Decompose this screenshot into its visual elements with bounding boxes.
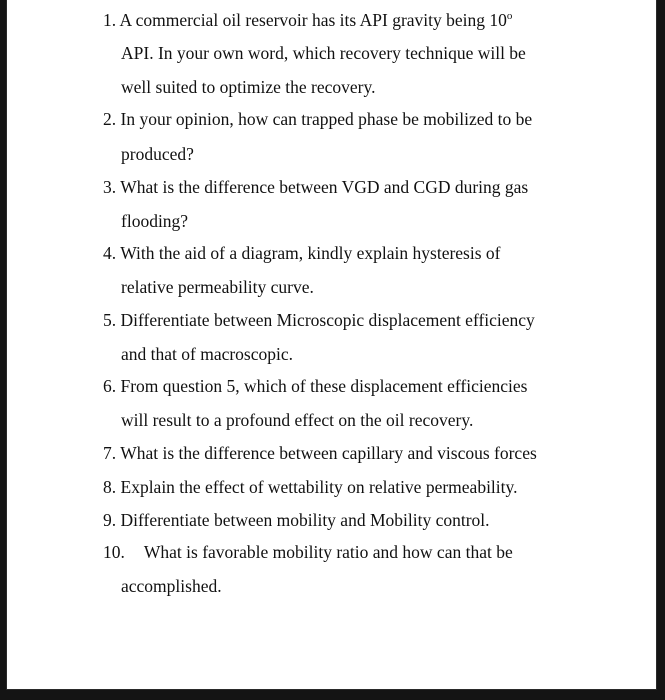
question-text: will result to a profound effect on the oil recovery. <box>121 410 474 430</box>
question-1-continuation <box>121 77 375 97</box>
question-2 <box>103 109 532 129</box>
question-4-continuation <box>121 277 314 297</box>
question-text: With the aid of a diagram, kindly explain hysteresis of <box>120 243 501 263</box>
degree-superscript: o <box>506 10 513 22</box>
question-7 <box>103 443 537 463</box>
question-number: 7. <box>103 443 117 463</box>
question-1 <box>103 10 512 30</box>
question-number: 3. <box>103 177 117 197</box>
question-text: A commercial oil reservoir has its API gravity being 10 <box>119 10 507 30</box>
question-text: Differentiate between Microscopic displacement efficiency <box>120 310 535 330</box>
question-3-continuation <box>121 211 188 231</box>
question-5-continuation <box>121 344 293 364</box>
question-10 <box>103 542 513 562</box>
question-number: 2. <box>103 109 117 129</box>
question-text: well suited to optimize the recovery. <box>121 77 376 97</box>
question-text: API. In your own word, which recovery technique will be <box>121 43 526 63</box>
question-number: 4. <box>103 243 117 263</box>
question-10-continuation <box>121 576 222 596</box>
question-number: 10. <box>103 542 125 562</box>
question-text: What is the difference between VGD and CGD during gas <box>120 177 529 197</box>
question-text: Explain the effect of wettability on relative permeability. <box>120 477 518 497</box>
question-1-continuation <box>121 43 526 63</box>
question-9 <box>103 510 490 530</box>
question-number: 1. <box>103 10 117 30</box>
question-5 <box>103 310 535 330</box>
question-number: 5. <box>103 310 117 330</box>
question-4 <box>103 243 501 263</box>
question-text: and that of macroscopic. <box>121 344 294 364</box>
question-number: 8. <box>103 477 117 497</box>
question-text: In your opinion, how can trapped phase be mobilized to be <box>120 109 533 129</box>
question-text: flooding? <box>121 211 189 231</box>
question-text: What is favorable mobility ratio and how can that be <box>143 542 513 562</box>
question-number: 9. <box>103 510 117 530</box>
question-8 <box>103 477 518 497</box>
question-text: relative permeability curve. <box>121 277 314 297</box>
question-2-continuation <box>121 144 194 164</box>
question-text: From question 5, which of these displacement efficiencies <box>120 376 528 396</box>
question-6-continuation <box>121 410 473 430</box>
question-text: What is the difference between capillary and viscous forces <box>120 443 537 463</box>
question-text: accomplished. <box>121 576 222 596</box>
question-text: Differentiate between mobility and Mobility control. <box>120 510 490 530</box>
question-text: produced? <box>121 144 194 164</box>
question-3 <box>103 177 528 197</box>
document-page <box>7 0 656 689</box>
question-6 <box>103 376 527 396</box>
question-number: 6. <box>103 376 117 396</box>
